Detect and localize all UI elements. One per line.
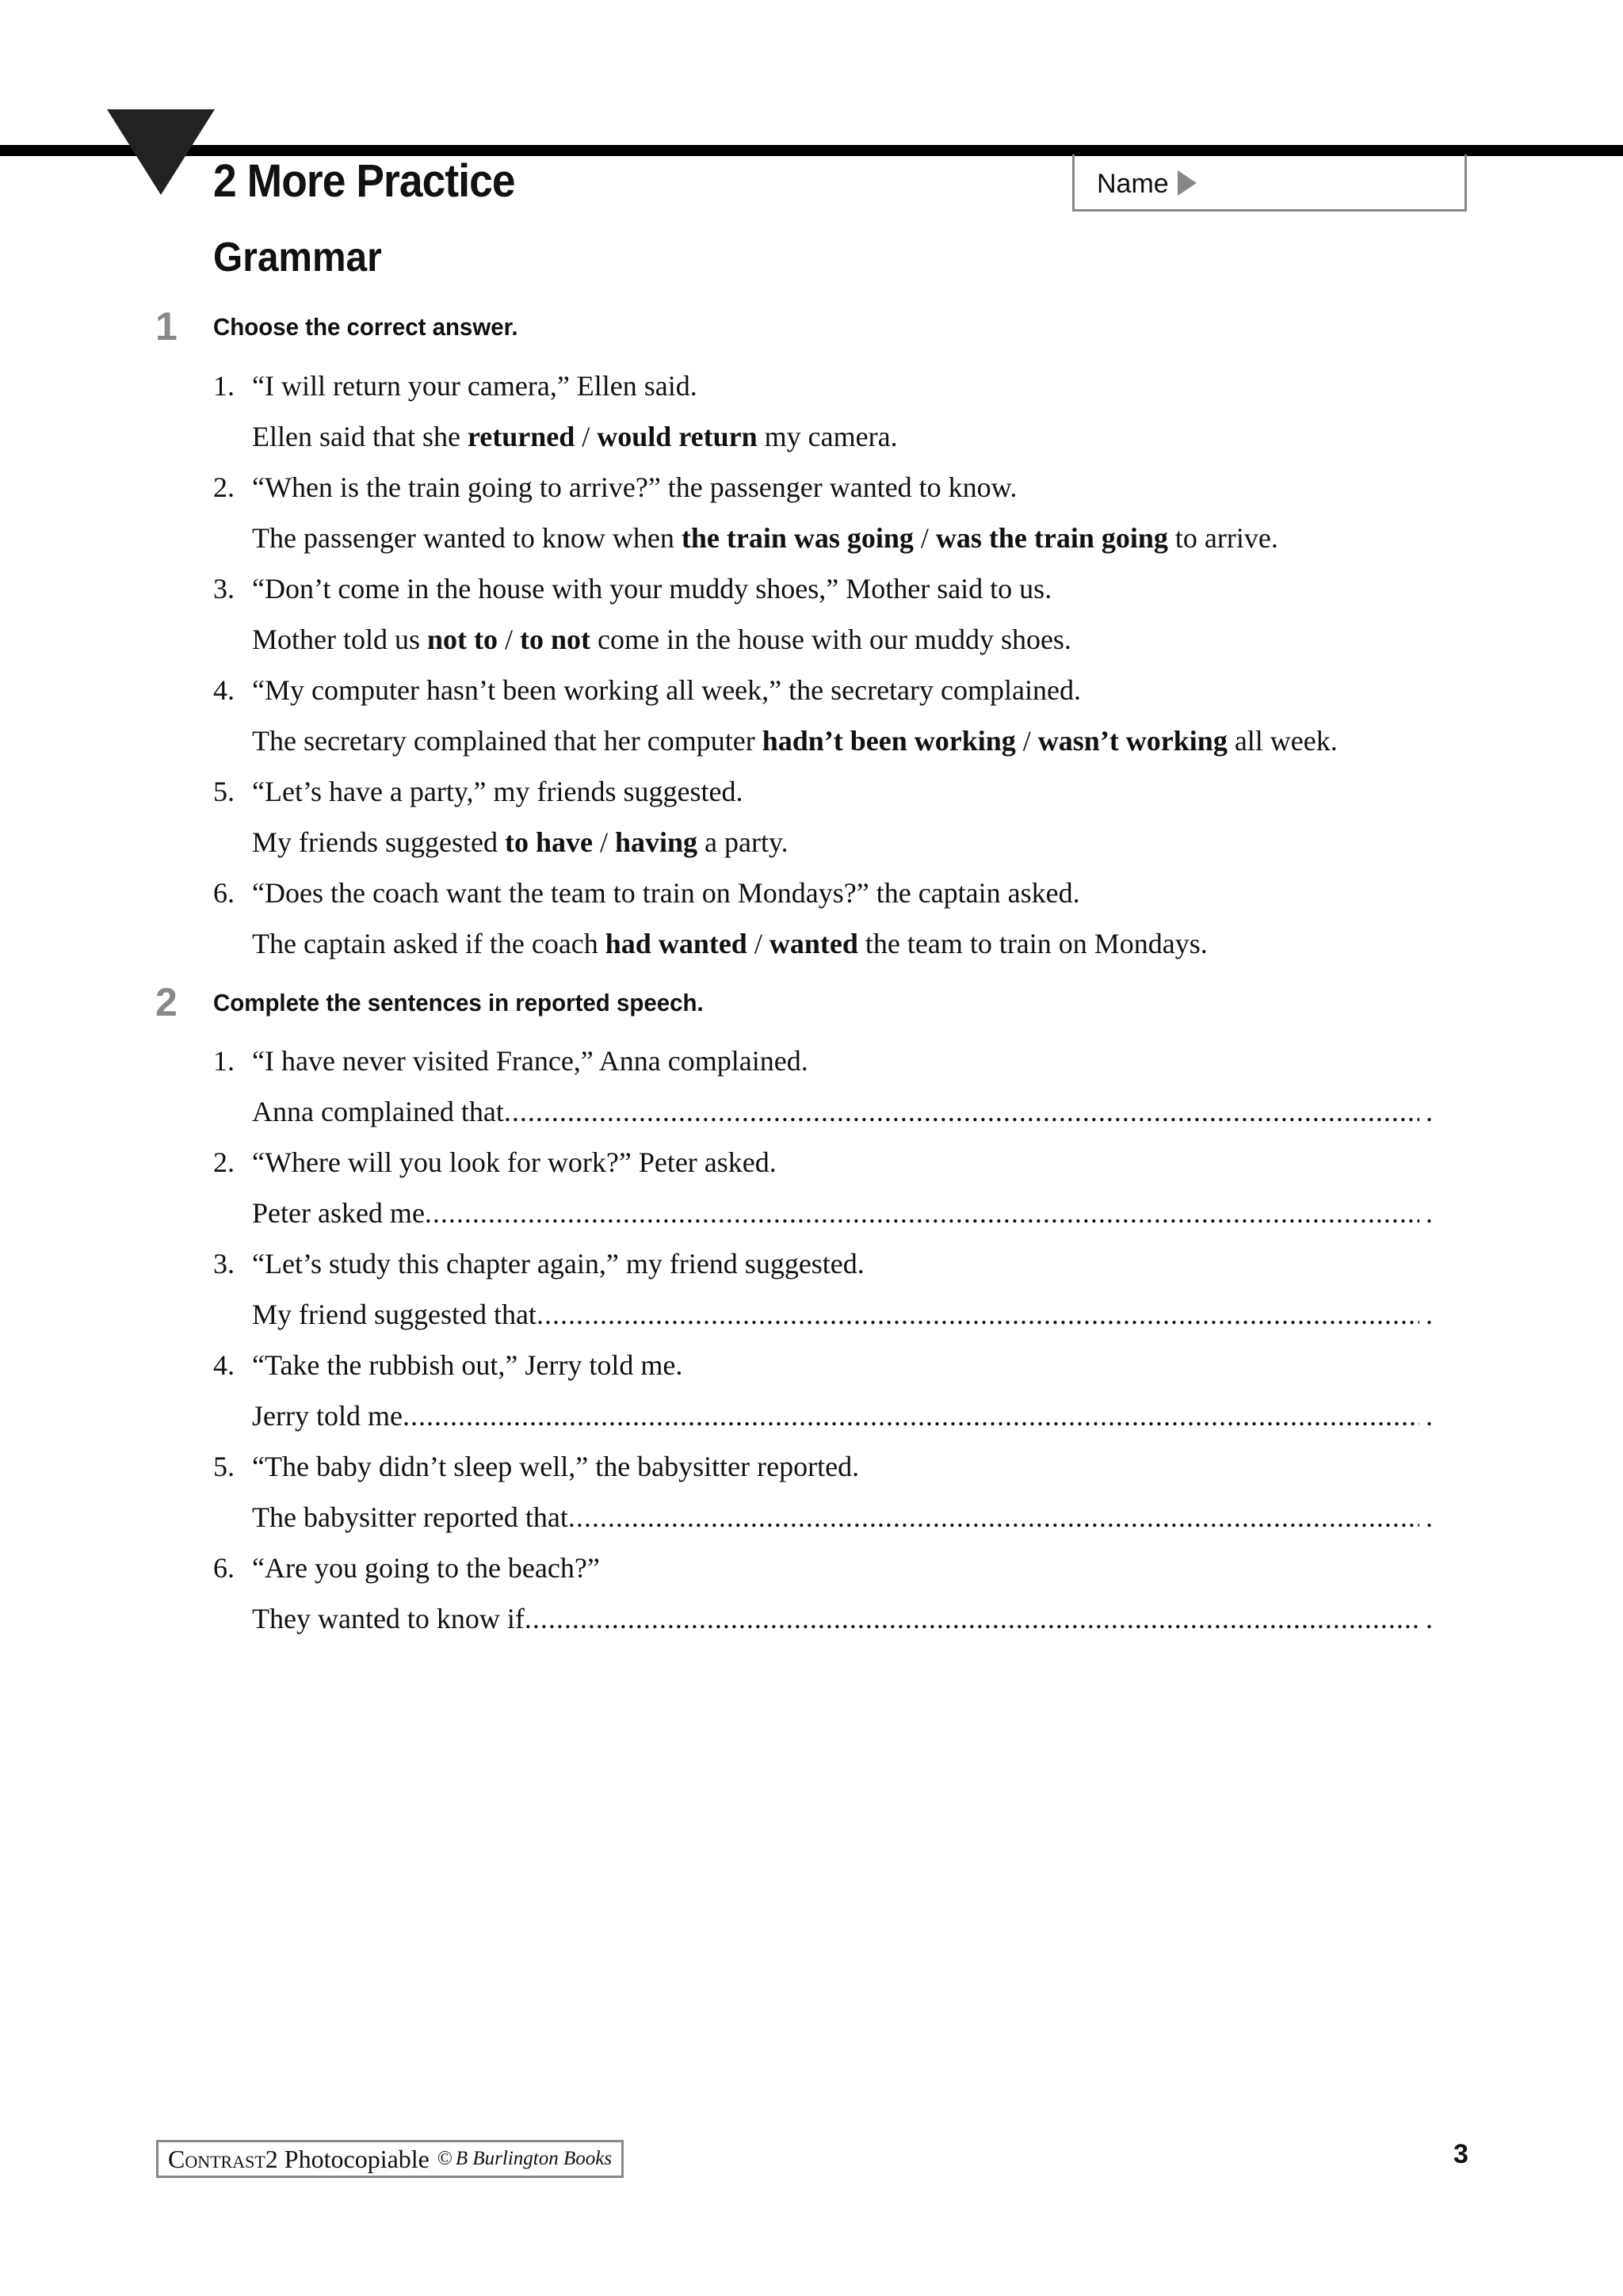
answer-line[interactable]: They wanted to know if ..... .: [252, 1602, 1433, 1635]
question-number: 4.: [213, 674, 235, 706]
answer-sentence: My friends suggested to have / having a party.: [252, 826, 789, 858]
answer-sentence: Ellen said that she returned / would return my camera.: [252, 421, 898, 452]
option-b[interactable]: wasn’t working: [1037, 725, 1228, 757]
option-b[interactable]: having: [614, 826, 698, 858]
unit-marker-triangle-icon: [107, 109, 215, 195]
answer-sentence: Mother told us not to / to not come in the house with our muddy shoes.: [252, 624, 1071, 655]
option-a[interactable]: the train was going: [681, 522, 914, 554]
question-quote: “When is the train going to arrive?” the passenger wanted to know.: [252, 471, 1018, 503]
option-b[interactable]: wanted: [769, 928, 858, 959]
question-quote: “Where will you look for work?” Peter asked.: [252, 1146, 777, 1178]
question-quote: “Are you going to the beach?”: [252, 1552, 600, 1584]
answer-line[interactable]: My friend suggested that ..... .: [252, 1298, 1433, 1331]
question-quote: “Let’s study this chapter again,” my friend suggested.: [252, 1248, 865, 1280]
name-field[interactable]: [1072, 154, 1467, 212]
option-a[interactable]: to have: [504, 826, 593, 858]
exercise-number: 1: [155, 304, 178, 349]
question-number: 1.: [213, 1045, 235, 1077]
answer-line[interactable]: Anna complained that ..... .: [252, 1095, 1433, 1128]
question-number: 5.: [213, 776, 235, 807]
answer-sentence: The secretary complained that her computer hadn’t been working / wasn’t working all week.: [252, 725, 1338, 757]
option-a[interactable]: had wanted: [605, 928, 747, 959]
question-number: 5.: [213, 1451, 235, 1482]
exercise-instruction: Complete the sentences in reported speech.: [213, 989, 704, 1016]
name-label: Name: [1097, 169, 1169, 199]
answer-line[interactable]: Jerry told me ..... .: [252, 1399, 1433, 1432]
question-number: 6.: [213, 877, 235, 909]
question-number: 2.: [213, 471, 235, 503]
footer-credit: [156, 2140, 624, 2178]
page-number: 3: [1453, 2139, 1468, 2169]
question-quote: “I have never visited France,” Anna complained.: [252, 1045, 808, 1077]
question-number: 6.: [213, 1552, 235, 1584]
unit-title: 2 More Practice: [213, 155, 515, 207]
footer-text: 2 Photocopiable: [265, 2144, 430, 2173]
option-a[interactable]: hadn’t been working: [762, 725, 1016, 757]
question-number: 3.: [213, 1248, 235, 1280]
option-a[interactable]: returned: [467, 421, 575, 452]
brand-name: Contrast: [168, 2144, 265, 2173]
question-number: 1.: [213, 370, 235, 402]
section-title: Grammar: [213, 235, 382, 280]
question-quote: “Take the rubbish out,” Jerry told me.: [252, 1349, 683, 1381]
exercise-number: 2: [155, 980, 178, 1024]
question-number: 4.: [213, 1349, 235, 1381]
arrow-right-icon: [1178, 170, 1197, 196]
answer-sentence: The captain asked if the coach had wanted / wanted the team to train on Mondays.: [252, 928, 1208, 959]
copyright-symbol: ©: [437, 2148, 453, 2169]
question-number: 2.: [213, 1146, 235, 1178]
question-quote: “Don’t come in the house with your muddy shoes,” Mother said to us.: [252, 573, 1052, 605]
answer-line[interactable]: The babysitter reported that ..... .: [252, 1501, 1433, 1534]
question-quote: “Let’s have a party,” my friends suggested.: [252, 776, 743, 807]
exercise-instruction: Choose the correct answer.: [213, 313, 518, 341]
answer-sentence: The passenger wanted to know when the train was going / was the train going to arrive.: [252, 522, 1278, 554]
question-number: 3.: [213, 573, 235, 605]
question-quote: “I will return your camera,” Ellen said.: [252, 370, 697, 402]
option-b[interactable]: would return: [597, 421, 758, 452]
option-b[interactable]: was the train going: [935, 522, 1168, 554]
publisher-name: B Burlington Books: [455, 2148, 613, 2169]
option-b[interactable]: to not: [520, 624, 591, 655]
question-quote: “My computer hasn’t been working all week,” the secretary complained.: [252, 674, 1081, 706]
answer-line[interactable]: Peter asked me ..... .: [252, 1196, 1433, 1230]
question-quote: “Does the coach want the team to train on Mondays?” the captain asked.: [252, 877, 1080, 909]
option-a[interactable]: not to: [427, 624, 498, 655]
question-quote: “The baby didn’t sleep well,” the babysitter reported.: [252, 1451, 860, 1482]
